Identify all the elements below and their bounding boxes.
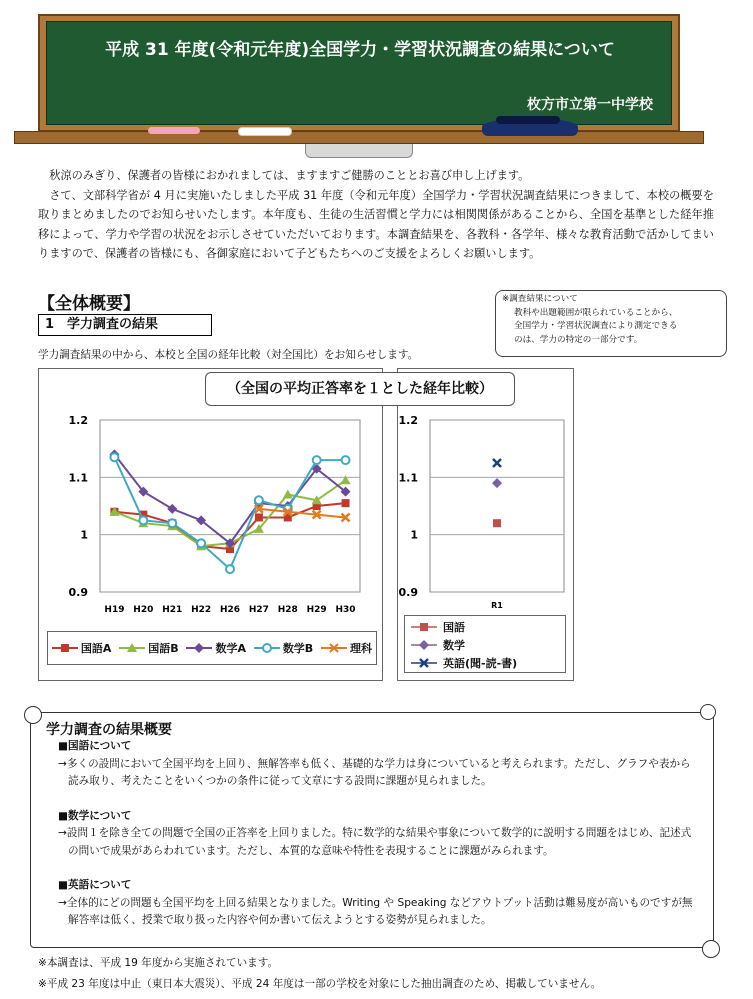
legend-item-kokugoA [52,640,112,656]
lead-text: 学力調査結果の中から、本校と全国の経年比較（対全国比）をお知らせします。 [38,349,419,361]
note-line: 全国学力・学習状況調査により測定できる [514,321,678,331]
data-point [110,453,118,461]
subsection-title: 1 学力調査の結果 [38,314,212,336]
note-line: のは、学力の特定の一部分です。 [514,334,643,345]
x-tick-label: H27 [248,605,269,615]
legend-item-eigo [411,654,559,672]
footnote-2: ※平成 23 年度は中止（東日本大震災）、平成 24 年度は一部の学校を対象にした抽出調査のため、掲載していません。 [38,978,602,990]
summary-eigo-text: →全体的にどの問題も全国平均を上回る結果となりました。Writing や Speaking などアウトプット活動は難易度が高いものですが無解答率は低く、授業で取り扱った内容や何か書いて伝えようとする姿勢が見られました。 [58,896,693,926]
legend-item-sugakuB [254,640,313,656]
x-tick-label: H20 [133,605,154,615]
summary-kokugo-text: →多くの設問において全国平均を上回り、無解答率も低く、基礎的な学力は身についていると考えられます。ただし、グラフや表から読み取り、考えたことをいくつかの条件に従って文章にする設問に課題が見られました。 [58,757,691,787]
scroll-curl [700,704,716,720]
legend-item-sugaku [411,636,559,654]
data-point [255,513,263,521]
data-point [493,519,501,527]
intro-paragraph-1: 秋涼のみぎり、保護者の皆様におかれましては、ますますご健勝のこととお喜び申し上げます。 [49,169,530,182]
chart-title: （全国の平均正答率を１とした経年比較） [205,372,515,406]
scroll-curl [24,706,42,724]
legend-label: 国語B [148,642,179,655]
y-tick-label: 1.1 [398,471,418,485]
data-point [313,456,321,464]
summary-eigo-heading: ■英語について [58,879,132,891]
legend-label: 国語 [443,621,465,634]
legend-label: 理科 [350,642,373,655]
y-tick-label: 1 [80,528,88,542]
data-point [139,516,147,524]
summary-title: 学力調査の結果概要 [46,722,172,738]
intro-paragraph-2: さて、文部科学省が 4 月に実施いたしました平成 31 年度（令和元年度）全国学力・学習状況調査結果につきまして、本校の概要を取りまとめましたのでお知らせいたします。本年度も、生徒の生活習慣と学力には相関関係があることから、全国を基準とした経年推移によって、学力や学習の状況をお示しさせていただいております。本調査結果を、各教科・各学年、様々な教育活動で活かしてまいりますので、保護者の皆様にも、各御家庭において子どもたちへのご支援をよろしくお願いします。 [38,188,714,260]
x-tick-label: H22 [191,605,212,615]
scatter-chart-legend [404,615,566,673]
page-title: 平成 31 年度(令和元年度)全国学力・学習状況調査の結果について [105,40,615,60]
legend-item-kokugoB [119,640,178,656]
scroll-curl [702,940,720,958]
legend-label: 国語A [80,642,112,655]
x-tick-label: H19 [104,605,125,615]
y-tick-label: 0.9 [398,586,418,599]
note-line: 教科や出題範囲が限られていることから、 [514,307,678,318]
data-point [168,519,176,527]
summary-sugaku-heading: ■数学について [58,809,132,822]
summary-body [58,738,698,930]
legend-label: 数学B [282,642,314,655]
data-point [342,499,350,507]
note-line: ※調査結果について [502,294,578,304]
legend-item-rika [321,640,372,656]
legend-label: 英語(聞-読-書) [443,657,518,670]
y-tick-label: 1.2 [68,414,88,427]
summary-sugaku-text: →設問１を除き全ての問題で全国の正答率を上回りました。特に数学的な結果や事象について数学的に説明する問題をはじめ、記述式の問いで成果があらわれています。ただし、本質的な意味や特性を表現することに課題がみられます。 [58,827,692,857]
footnote-1: ※本調査は、平成 19 年度から実施されています。 [38,957,279,969]
data-point [197,539,205,547]
section-title: 【全体概要】 [38,294,140,314]
summary-kokugo-heading: ■国語について [58,740,132,752]
y-tick-label: 1.1 [68,471,88,485]
x-tick-label: H28 [277,605,298,615]
data-point [342,456,350,464]
x-tick-label: H26 [219,605,241,615]
data-point [255,496,263,504]
legend-item-kokugo [411,618,559,636]
x-tick-label: H30 [335,605,356,615]
legend-label: 数学A [215,642,246,655]
x-tick-label: H29 [306,605,327,615]
legend-item-sugakuA [186,640,246,656]
scatter-chart [399,414,565,610]
plot-area [430,420,564,592]
y-tick-label: 1 [410,528,418,542]
line-chart-legend [47,631,377,665]
data-point [226,565,234,573]
x-tick-label: R1 [491,601,503,610]
y-tick-label: 1.2 [398,414,418,427]
y-tick-label: 0.9 [68,586,88,599]
line-chart [69,414,361,615]
x-tick-label: H21 [162,605,183,615]
legend-label: 数学 [443,639,465,652]
school-name: 枚方市立第一中学校 [527,97,653,113]
